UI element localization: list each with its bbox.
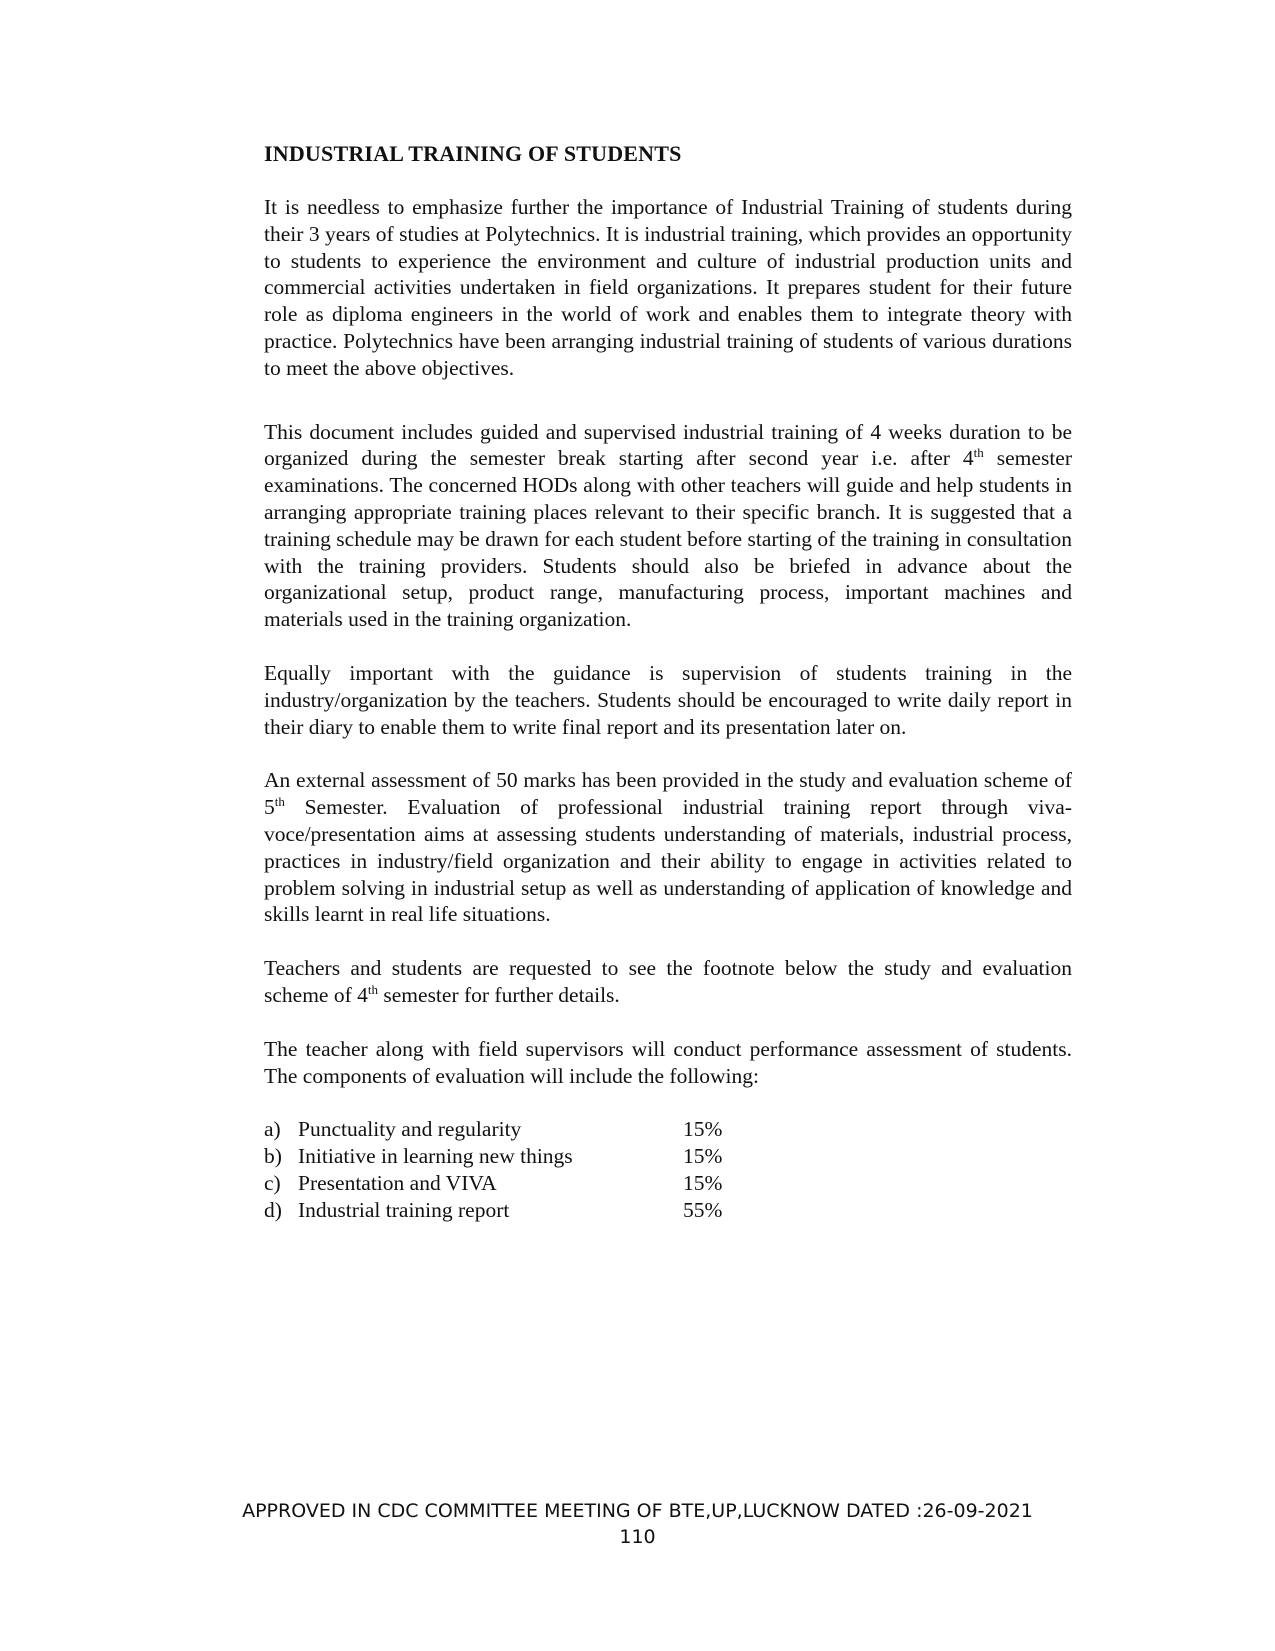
list-item-label: Industrial training report	[298, 1197, 510, 1222]
training-duration-paragraph	[264, 419, 1072, 633]
list-marker: a)	[264, 1117, 281, 1142]
list-item-label: Punctuality and regularity	[298, 1117, 522, 1142]
page-number: 110	[619, 1526, 656, 1548]
list-item-percentage: 15%	[683, 1117, 723, 1142]
list-item	[264, 1116, 1072, 1143]
list-item	[264, 1170, 1072, 1197]
footnote-reference-paragraph	[264, 955, 1072, 1009]
assessment-paragraph	[264, 767, 1072, 928]
paragraph-text: semester examinations. The concerned HODs along with other teachers will guide and help students in arranging appropriate training places relevant to their specific branch. It is suggested that a training schedule may be drawn for each student before starting of the training in consultation with the training providers. Students should also be briefed in advance about the organizational setup, product range, manufacturing process, important machines and materials used in the training organization.	[264, 446, 1072, 632]
paragraph-text: An external assessment of 50 marks has been provided in the study and evaluation scheme of 5	[264, 768, 1072, 820]
page-footer	[0, 1498, 1275, 1550]
list-item	[264, 1143, 1072, 1170]
page-body	[264, 140, 1072, 1224]
paragraph-text: Teachers and students are requested to see the footnote below the study and evaluation scheme of 4	[264, 956, 1072, 1007]
list-marker: b)	[264, 1144, 282, 1169]
ordinal-superscript: th	[973, 445, 984, 461]
approval-note: APPROVED IN CDC COMMITTEE MEETING OF BTE,UP,LUCKNOW DATED :26-09-2021	[242, 1500, 1033, 1522]
list-item-percentage: 55%	[683, 1197, 723, 1222]
list-item-percentage: 15%	[683, 1170, 723, 1195]
paragraph-text: Semester. Evaluation of professional industrial training report through viva-voce/presentation aims at assessing students understanding of materials, industrial process, practices in industry/field organization and their ability to engage in activities related to problem solving in industrial setup as well as understanding of application of knowledge and skills learnt in real life situations.	[264, 795, 1072, 927]
list-item-label: Initiative in learning new things	[298, 1144, 573, 1169]
supervision-paragraph: Equally important with the guidance is supervision of students training in the industry/organization by the teachers. Students should be encouraged to write daily report in their diary to enable them to write final report and its presentation later on.	[264, 660, 1072, 739]
paragraph-text: semester for further details.	[378, 982, 620, 1007]
evaluation-intro-paragraph: The teacher along with field supervisors will conduct performance assessment of students. The components of evaluation will include the following:	[264, 1036, 1072, 1088]
intro-paragraph: It is needless to emphasize further the importance of Industrial Training of students during their 3 years of studies at Polytechnics. It is industrial training, which provides an opportunity to students to experience the environment and culture of industrial production units and commercial activities undertaken in field organizations. It prepares student for their future role as diploma engineers in the world of work and enables them to integrate theory with practice. Polytechnics have been arranging industrial training of students of various durations to meet the above objectives.	[264, 195, 1072, 380]
list-marker: c)	[264, 1170, 281, 1195]
page-title: INDUSTRIAL TRAINING OF STUDENTS	[264, 141, 682, 166]
list-item-percentage: 15%	[683, 1144, 723, 1169]
evaluation-components-list	[264, 1116, 1072, 1223]
list-item-label: Presentation and VIVA	[298, 1170, 497, 1195]
list-marker: d)	[264, 1197, 282, 1222]
list-item	[264, 1197, 1072, 1224]
ordinal-superscript: th	[367, 981, 379, 997]
paragraph-text: This document includes guided and supervised industrial training of 4 weeks duration to be organized during the semester break starting after second year i.e. after 4	[264, 419, 1072, 471]
ordinal-superscript: th	[274, 793, 285, 809]
